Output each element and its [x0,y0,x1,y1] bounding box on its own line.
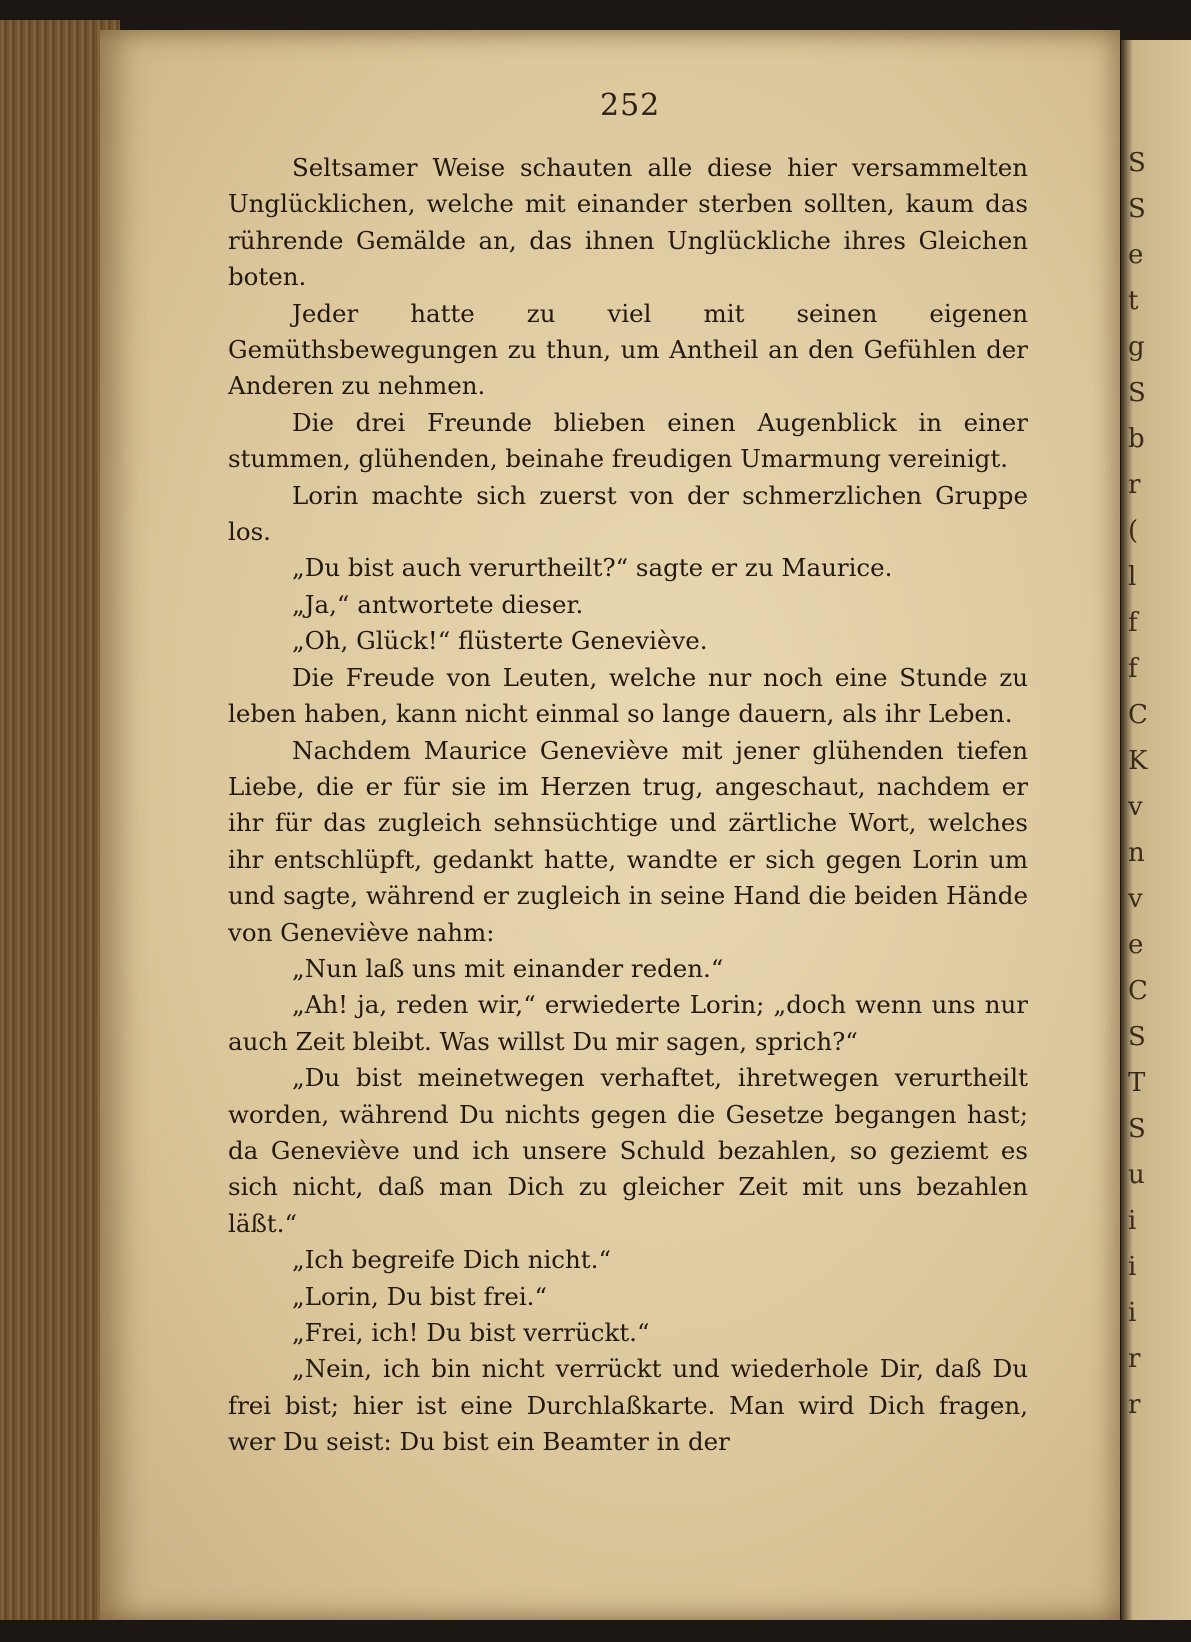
facing-page-fragment: e [1128,930,1144,960]
paragraph: Seltsamer Weise schauten alle diese hier versammelten Unglücklichen, welche mit einander sterben sollten, kaum das rührende Gemälde an, das ihnen Unglückliche ihres Gleichen boten. [228,153,1028,292]
facing-page-fragment: i [1128,1206,1137,1236]
paragraph: „Frei, ich! Du bist verrückt.“ [292,1318,650,1347]
facing-page-fragment: v [1128,884,1143,914]
paragraph: „Ich begreife Dich nicht.“ [292,1245,611,1275]
facing-page-fragment: C [1128,976,1148,1006]
paragraph: Die drei Freunde blieben einen Augenblick in einer stummen, glühenden, beinahe freudigen Umarmung vereinigt. [228,407,1028,474]
paragraph: „Oh, Glück!“ flüsterte Geneviève. [292,626,708,656]
facing-page-fragment: l [1128,562,1137,592]
facing-page-fragment: S [1128,378,1146,408]
facing-page-fragment: n [1128,838,1145,868]
facing-page-fragment: i [1128,1252,1137,1282]
facing-page-fragment: r [1128,470,1141,500]
paragraph: Jeder hatte zu viel mit seinen eigenen Gemüthsbewegungen zu thun, um Antheil an den Gefühlen der Anderen zu nehmen. [228,298,1028,401]
facing-page-fragment: i [1128,1298,1137,1328]
paragraph: „Nein, ich bin nicht verrückt und wiederhole Dir, daß Du frei bist; hier ist eine Durchlaßkarte. Man wird Dich fragen, wer Du seist: Du bist ein Beamter in der [228,1354,1028,1457]
facing-page-fragment: e [1128,240,1144,270]
facing-page-fragment: t [1128,286,1139,316]
facing-page-fragment: f [1128,608,1138,638]
facing-page-fragment: f [1128,654,1138,684]
facing-page-fragment: u [1128,1160,1145,1190]
facing-page-fragment: C [1128,700,1148,730]
facing-page-fragment: g [1128,332,1145,362]
paragraph: Lorin machte sich zuerst von der schmerzlichen Gruppe los. [228,480,1028,547]
facing-page-fragments [1128,140,1188,1440]
page-number: 252 [600,88,661,123]
facing-page-fragment: K [1128,746,1148,776]
facing-page-fragment: S [1128,194,1146,224]
paragraph: „Ja,“ antwortete dieser. [292,589,584,619]
paragraph: „Lorin, Du bist frei.“ [292,1281,547,1311]
paragraph: „Ah! ja, reden wir,“ erwiederte Lorin; „doch wenn uns nur auch Zeit bleibt. Was willst Du mir sagen, sprich?“ [228,990,1028,1056]
facing-page-fragment: b [1128,424,1145,454]
facing-page-fragment: ( [1128,516,1139,546]
page-text [228,150,1028,1461]
facing-page-fragment: r [1128,1390,1141,1420]
facing-page-fragment: r [1128,1344,1141,1374]
facing-page-fragment: T [1128,1068,1146,1098]
paragraph: „Du bist meinetwegen verhaftet, ihretwegen verurtheilt worden, während Du nichts gegen die Gesetze begangen hast; da Geneviève und ich unsere Schuld bezahlen, so geziemt es sich nicht, daß man Dich zu gleicher Zeit mit uns bezahlen läßt.“ [228,1063,1028,1238]
facing-page-fragment: S [1128,148,1146,178]
paragraph: Die Freude von Leuten, welche nur noch eine Stunde zu leben haben, kann nicht einmal so lange dauern, als ihr Leben. [228,662,1028,729]
facing-page-fragment: v [1128,792,1143,822]
paragraph: „Nun laß uns mit einander reden.“ [292,953,724,983]
paragraph: „Du bist auch verurtheilt?“ sagte er zu Maurice. [292,553,893,583]
facing-page-fragment: S [1128,1022,1146,1052]
facing-page-fragment: S [1128,1114,1146,1144]
paragraph: Nachdem Maurice Geneviève mit jener glühenden tiefen Liebe, die er für sie im Herzen trug, angeschaut, nachdem er ihr für das zugleich sehnsüchtige und zärtliche Wort, welches ihr entschlüpft, gedankt hatte, wandte er sich gegen Lorin um und sagte, während er zugleich in seine Hand die beiden Hände von Geneviève nahm: [228,735,1028,947]
